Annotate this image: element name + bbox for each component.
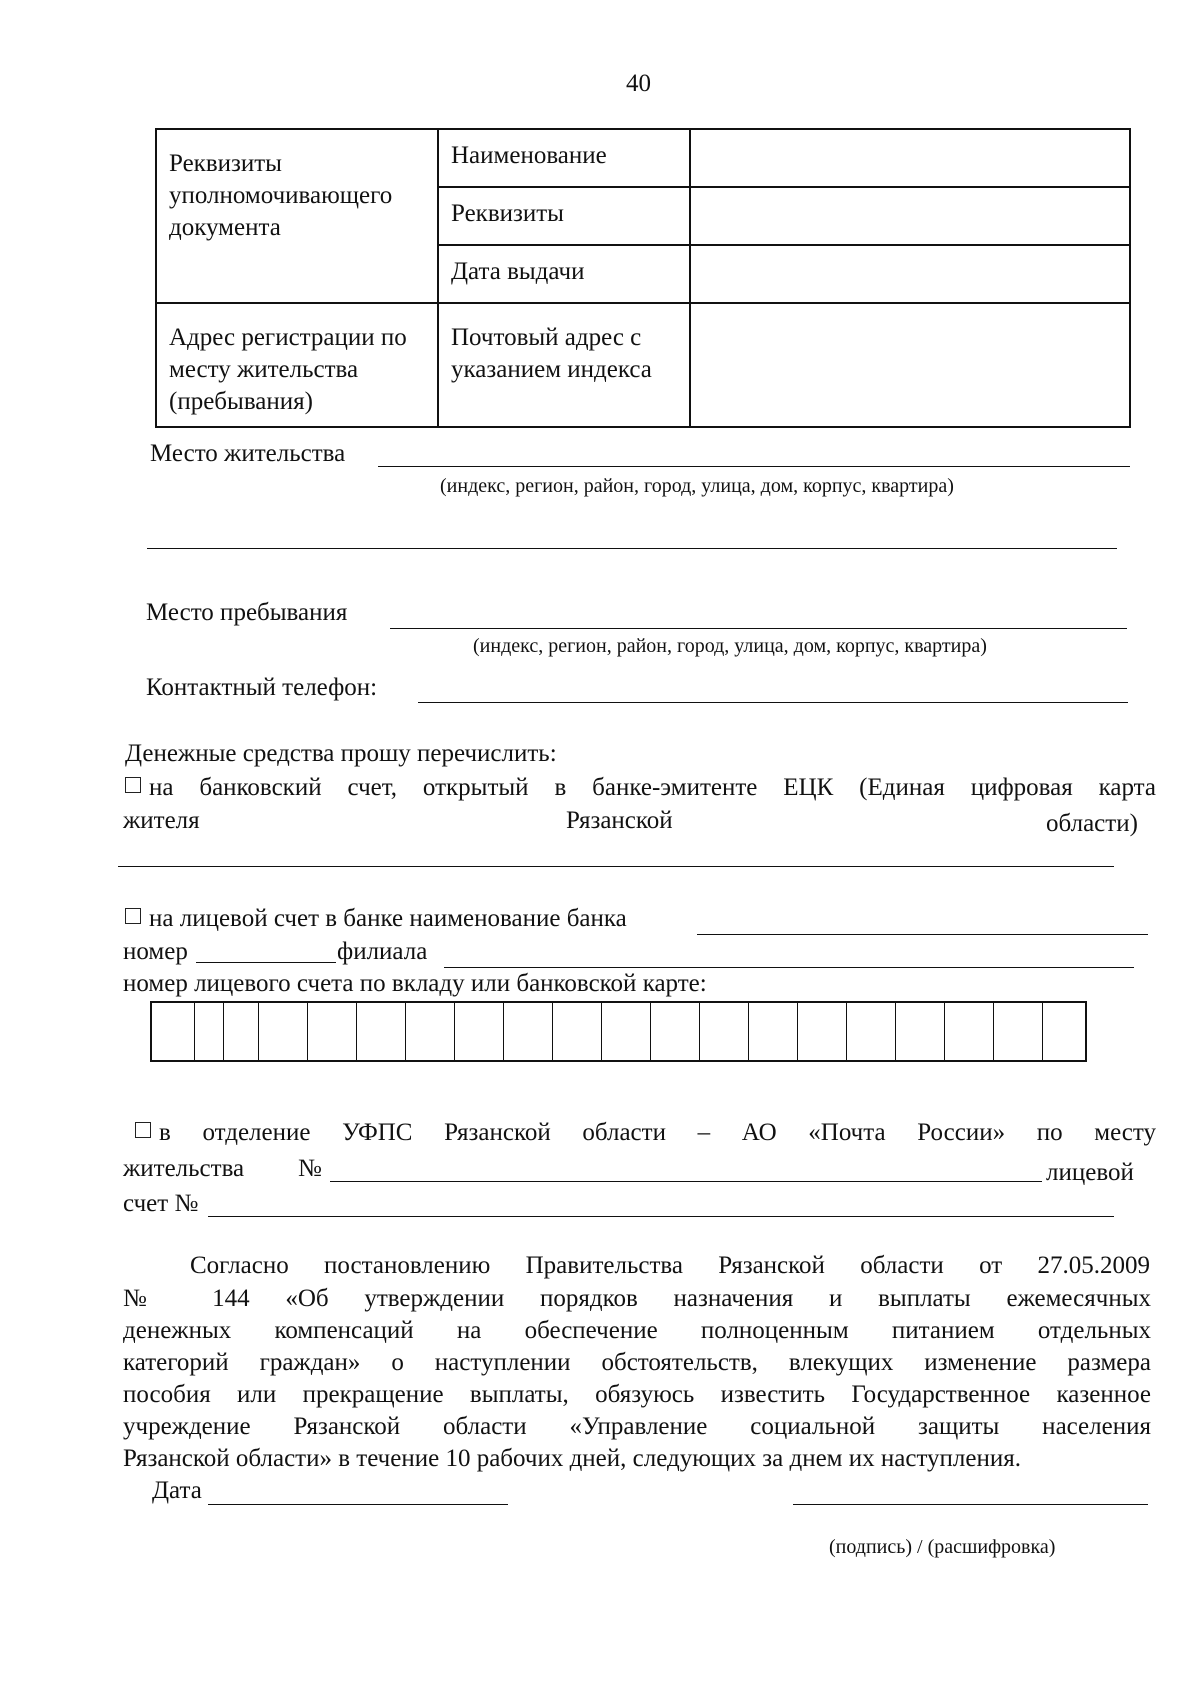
signature-hint: (подпись) / (расшифровка) [829, 1536, 1056, 1558]
bank-card-option-line2-right: области) [1046, 810, 1138, 837]
account-digit-box[interactable] [1042, 1003, 1085, 1060]
document-name-label: Наименование [438, 129, 690, 187]
phone-label: Контактный телефон: [146, 674, 378, 701]
authorizing-document-label: Реквизиты уполномочивающего документа [156, 129, 438, 303]
document-name-field[interactable] [690, 129, 1130, 187]
personal-account-checkbox[interactable] [125, 908, 141, 924]
signature-input-line[interactable] [793, 1504, 1148, 1505]
account-digit-box[interactable] [503, 1003, 552, 1060]
postal-address-label: Почтовый адрес с указанием индекса [438, 303, 690, 427]
bank-card-input-line[interactable] [118, 866, 1114, 867]
bank-card-option-text: на банковский счет, открытый в банке-эмитенте ЕЦК (Единая цифровая карта [149, 774, 1156, 801]
account-number-boxes[interactable] [150, 1001, 1087, 1062]
post-account-input-line[interactable] [208, 1216, 1114, 1217]
personal-account-option[interactable] [125, 903, 627, 934]
document-requisites-field[interactable] [690, 187, 1130, 245]
residence-input-line[interactable] [378, 466, 1130, 467]
postal-address-field[interactable] [690, 303, 1130, 427]
post-number-input-line[interactable] [330, 1181, 1042, 1182]
paragraph-line-4: категорий граждан» о наступлении обстоятельств, влекущих изменение размера [123, 1349, 1151, 1376]
paragraph-line-6: учреждение Рязанской области «Управление социальной защиты населения [123, 1413, 1151, 1440]
post-number-sign: № [298, 1155, 322, 1182]
bank-name-input-line[interactable] [697, 934, 1148, 935]
paragraph-line-5: пособия или прекращение выплаты, обязуюсь известить Государственное казенное [123, 1381, 1151, 1408]
branch-label: филиала [337, 938, 428, 965]
bank-card-checkbox[interactable] [125, 777, 141, 793]
post-account-label-right: лицевой [1046, 1159, 1134, 1186]
post-office-checkbox[interactable] [135, 1122, 151, 1138]
stay-input-line[interactable] [390, 628, 1127, 629]
account-digit-box[interactable] [846, 1003, 895, 1060]
number-input-line[interactable] [196, 962, 336, 963]
account-digit-box[interactable] [223, 1003, 258, 1060]
residence-label: Место жительства [150, 440, 346, 467]
page-number: 40 [626, 70, 651, 97]
account-digit-box[interactable] [601, 1003, 650, 1060]
bank-card-option-line2-left: жителя [123, 807, 200, 834]
registration-address-label: Адрес регистрации по месту жительства (пребывания) [156, 303, 438, 427]
account-digit-box[interactable] [258, 1003, 307, 1060]
number-label: номер [123, 938, 188, 965]
requisites-table [155, 128, 1131, 428]
account-digit-box[interactable] [895, 1003, 944, 1060]
issue-date-label: Дата выдачи [438, 245, 690, 303]
phone-input-line[interactable] [418, 702, 1128, 703]
account-digit-box[interactable] [650, 1003, 699, 1060]
document-requisites-label: Реквизиты [438, 187, 690, 245]
account-digit-box[interactable] [944, 1003, 993, 1060]
post-residence-label: жительства [123, 1155, 245, 1182]
date-input-line[interactable] [208, 1504, 508, 1505]
bank-card-option[interactable] [125, 772, 1156, 803]
post-office-option[interactable] [135, 1117, 1156, 1148]
date-label: Дата [152, 1477, 202, 1504]
account-digit-box[interactable] [405, 1003, 454, 1060]
personal-account-option-text: на лицевой счет в банке наименование банка [149, 905, 627, 932]
account-digit-box[interactable] [152, 1003, 194, 1060]
residence-address-hint: (индекс, регион, район, город, улица, дом, корпус, квартира) [440, 475, 954, 497]
issue-date-field[interactable] [690, 245, 1130, 303]
account-digit-box[interactable] [797, 1003, 846, 1060]
account-digit-box[interactable] [993, 1003, 1042, 1060]
account-number-label: номер лицевого счета по вкладу или банковской карте: [123, 970, 707, 997]
account-digit-box[interactable] [307, 1003, 356, 1060]
paragraph-line-2: № 144 «Об утверждении порядков назначения и выплаты ежемесячных [123, 1285, 1151, 1312]
post-office-option-text: в отделение УФПС Рязанской области – АО «Почта России» по месту [159, 1119, 1156, 1146]
account-digit-box[interactable] [748, 1003, 797, 1060]
stay-address-hint: (индекс, регион, район, город, улица, дом, корпус, квартира) [473, 635, 987, 657]
account-digit-box[interactable] [356, 1003, 405, 1060]
paragraph-line-7: Рязанской области» в течение 10 рабочих дней, следующих за днем их наступления. [123, 1445, 1021, 1472]
paragraph-line-3: денежных компенсаций на обеспечение полноценным питанием отдельных [123, 1317, 1151, 1344]
account-digit-box[interactable] [454, 1003, 503, 1060]
stay-label: Место пребывания [146, 599, 348, 626]
residence-input-line-2[interactable] [147, 548, 1117, 549]
bank-card-option-line2-mid: Рязанской [566, 807, 673, 834]
transfer-intro: Денежные средства прошу перечислить: [125, 740, 557, 767]
account-digit-box[interactable] [699, 1003, 748, 1060]
post-account-label: счет № [123, 1190, 199, 1217]
account-digit-box[interactable] [194, 1003, 223, 1060]
account-digit-box[interactable] [552, 1003, 601, 1060]
paragraph-line-1: Согласно постановлению Правительства Рязанской области от 27.05.2009 [190, 1252, 1150, 1279]
